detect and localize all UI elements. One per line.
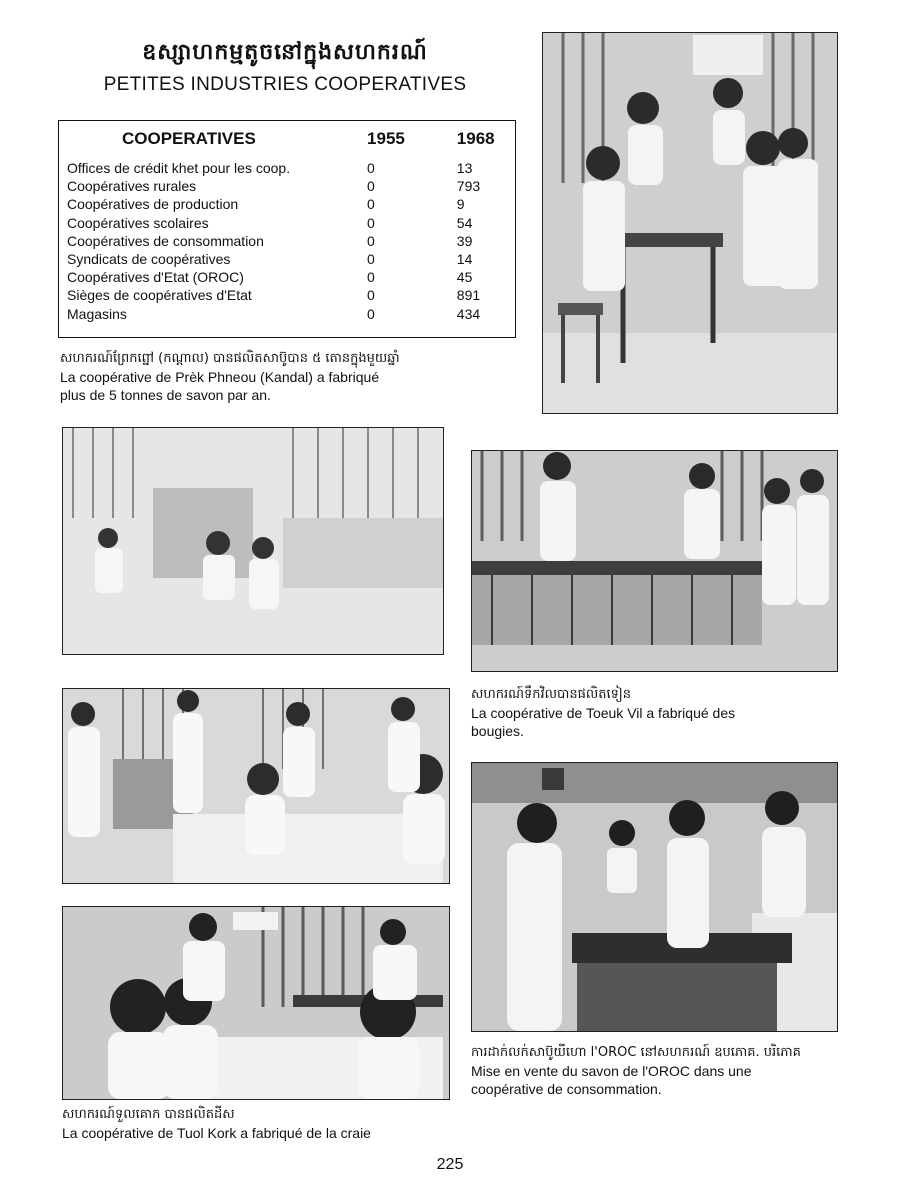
table-row (67, 305, 507, 323)
table-header-1968: 1968 (456, 129, 495, 148)
row-1955: 0 (367, 196, 375, 213)
photo-workers-table (542, 32, 838, 414)
table-header-cooperatives: COOPERATIVES (122, 129, 256, 148)
row-1955: 0 (367, 214, 375, 231)
row-label: Magasins (67, 305, 127, 322)
photo-oroc-soap-sales (471, 762, 838, 1032)
row-1955: 0 (367, 178, 375, 195)
row-label: Syndicats de coopératives (67, 251, 231, 268)
cooperatives-table (58, 120, 516, 338)
caption-toeuk-french-line1: La coopérative de Toeuk Vil a fabriqué des (471, 705, 736, 721)
table-row (67, 159, 507, 177)
caption-oroc-khmer: ការដាក់លក់សាប៊ូយីហោ l'OROC នៅសហករណ៍ ឧបភោគ. បរិភោគ (471, 1045, 801, 1060)
row-label: Coopératives rurales (67, 178, 197, 195)
row-label: Coopératives scolaires (67, 214, 209, 231)
row-1968: 13 (456, 160, 473, 176)
photo-candle-making (471, 450, 838, 672)
caption-tuol-kork (62, 1106, 482, 1142)
photo-soap-workshop (62, 427, 444, 655)
caption-toeuk-vil (471, 686, 841, 740)
row-label: Coopératives de consommation (67, 232, 264, 249)
caption-prek-french-line1: La coopérative de Prèk Phneou (Kandal) a fabriqué (60, 369, 380, 385)
row-1968: 54 (456, 214, 473, 231)
row-1968: 39 (456, 232, 473, 249)
row-1955: 0 (367, 287, 375, 304)
row-1968: 14 (456, 251, 473, 268)
table-row (67, 250, 507, 268)
row-1968: 9 (456, 196, 465, 213)
table-row (67, 232, 507, 250)
caption-toeuk-khmer: សហករណ៍ទឹកវិលបានផលិតទៀន (471, 687, 632, 702)
row-label: Coopératives d'Etat (OROC) (67, 269, 244, 286)
page-number: 225 (436, 1156, 464, 1173)
caption-toeuk-french-line2: bougies. (471, 723, 524, 739)
row-1955: 0 (367, 305, 375, 322)
table-row (67, 286, 507, 304)
row-1968: 434 (456, 305, 481, 322)
row-1968: 891 (456, 287, 481, 304)
table-row (67, 268, 507, 286)
table-header-row (67, 125, 507, 159)
caption-oroc-french-line1: Mise en vente du savon de l'OROC dans une (471, 1063, 752, 1079)
row-label: Offices de crédit khet pour les coop. (67, 160, 291, 176)
row-1968: 45 (456, 269, 473, 286)
title-french: PETITES INDUSTRIES COOPERATIVES (103, 74, 467, 95)
caption-prek-french-line2: plus de 5 tonnes de savon par an. (60, 387, 271, 403)
row-label: Coopératives de production (67, 196, 239, 213)
row-1955: 0 (367, 232, 375, 249)
caption-oroc-french-line2: coopérative de consommation. (471, 1081, 662, 1097)
caption-oroc (471, 1044, 851, 1098)
row-label: Sièges de coopératives d'Etat (67, 287, 252, 304)
caption-tuol-khmer: សហករណ៍ទួលគោក បានផលិតដីស (62, 1107, 235, 1122)
row-1955: 0 (367, 160, 375, 176)
table-row (67, 195, 507, 213)
table-row (67, 177, 507, 195)
photo-chalk-making (62, 906, 450, 1100)
row-1955: 0 (367, 269, 375, 286)
caption-tuol-french: La coopérative de Tuol Kork a fabriqué de la craie (62, 1125, 371, 1141)
caption-prek-khmer: សហករណ៍ព្រែកព្នៅ (កណ្ដាល) បានផលិតសាប៊ូបាន ៥ តោនក្នុងមួយឆ្នាំ (60, 351, 400, 366)
title-khmer: ឧស្សាហកម្មតូចនៅក្នុងសហករណ៍ (142, 40, 428, 65)
caption-prek-phneou (60, 350, 510, 404)
row-1968: 793 (456, 178, 481, 195)
photo-women-workshop (62, 688, 450, 884)
table-header-1955: 1955 (367, 129, 405, 148)
row-1955: 0 (367, 251, 375, 268)
table-row (67, 214, 507, 232)
